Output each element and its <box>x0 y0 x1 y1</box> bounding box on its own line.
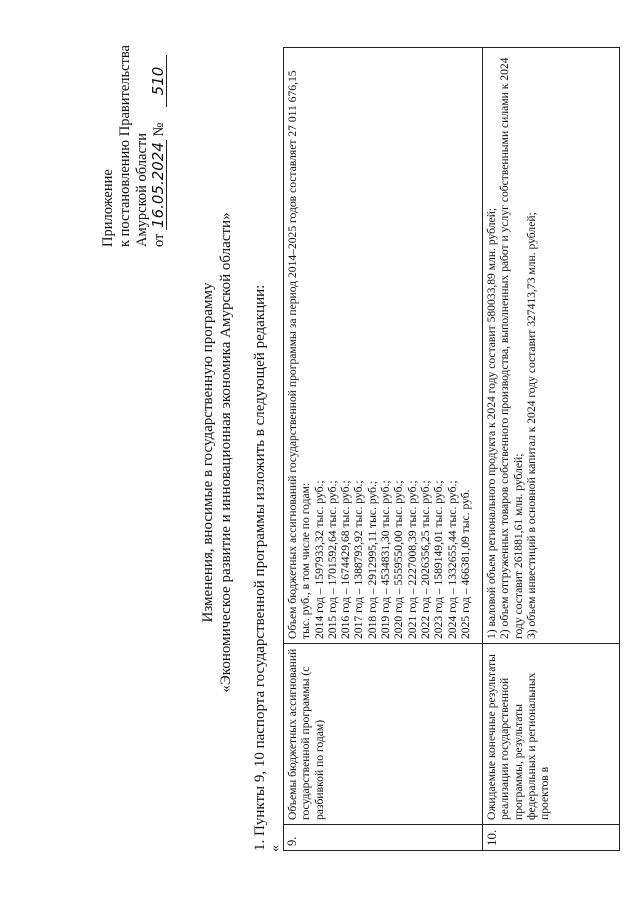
budget-year-line: 2015 год – 1701592,64 тыс. руб.; <box>325 480 339 639</box>
row-label-cell: Объемы бюджетных ассигнований государственной программы (с разбивкой по годам) <box>284 644 483 825</box>
row-number-cell <box>483 825 620 851</box>
budget-year-line: 2016 год – 1674429,68 тыс. руб.; <box>339 480 353 639</box>
passport-table <box>283 47 620 851</box>
row-label-cell: Ожидаемые конечные результаты реализации государственной программы, результаты федеральных и региональных проектов в <box>483 644 620 825</box>
result-item: 3) объем инвестиций в основной капитал к 2024 году составит 327413,73 млн. рублей; <box>524 212 538 639</box>
budget-year-line: 2023 год – 1589149,01 тыс. руб.; <box>432 480 446 639</box>
budget-year-line: 2024 год – 1332655,44 тыс. руб.; <box>445 480 459 639</box>
table-row <box>483 48 620 851</box>
budget-total-text: Объем бюджетных ассигнований государственной программы за период 2014–2025 годов составляет 27 011 676,15 тыс. руб., в том числе по годам: <box>286 70 313 639</box>
intro-paragraph: 1. Пункты 9, 10 паспорта государственной программы изложить в следующей редакции: <box>252 284 268 851</box>
table-row <box>284 48 483 851</box>
budget-year-line: 2020 год – 5559550,00 тыс. руб.; <box>392 480 406 639</box>
number-sign: № <box>151 122 167 137</box>
row-number-cell <box>284 825 483 851</box>
appendix-line: к постановлению Правительства <box>117 45 133 247</box>
budget-year-line: 2021 год – 2227008,39 тыс. руб.; <box>405 480 419 639</box>
budget-year-line: 2017 год – 1388793,92 тыс. руб.; <box>352 480 366 639</box>
document-title <box>199 100 235 805</box>
budget-year-line: 2025 год – 466381,09 тыс. руб. <box>458 489 472 639</box>
row-content-cell <box>284 48 483 644</box>
row-content-cell <box>483 48 620 644</box>
row-number: 9. <box>285 836 299 846</box>
budget-year-line: 2014 год – 1597933,32 тыс. руб.; <box>312 480 326 639</box>
row-number: 10. <box>484 829 499 846</box>
title-line: «Экономическое развитие и инновационная экономика Амурской области» <box>218 212 234 693</box>
decree-number: 510 <box>151 55 167 107</box>
appendix-header <box>100 27 168 247</box>
opening-quote: « <box>268 845 283 852</box>
decree-date: 16.05.2024 <box>149 142 167 228</box>
title-line: Изменения, вносимые в государственную программу <box>200 282 216 623</box>
decree-date-line <box>151 27 168 247</box>
result-item: 1) валовой объем регионального продукта к 2024 году составит 580033,89 млн. рублей; <box>485 207 498 639</box>
budget-year-line: 2019 год – 4534831,30 тыс. руб.; <box>379 480 393 639</box>
appendix-line: Приложение <box>100 169 116 247</box>
result-item: 2) объем отгруженных товаров собственного производства, выполненных работ и услуг собственными силами к 2024 году составит 261881,61 млн. рублей; <box>498 57 525 639</box>
date-prefix: от <box>151 233 167 247</box>
budget-year-line: 2022 год – 2026356,25 тыс. руб.; <box>418 480 432 639</box>
appendix-line: Амурской области <box>134 133 150 247</box>
budget-year-line: 2018 год – 2912995,11 тыс. руб.; <box>365 480 379 639</box>
